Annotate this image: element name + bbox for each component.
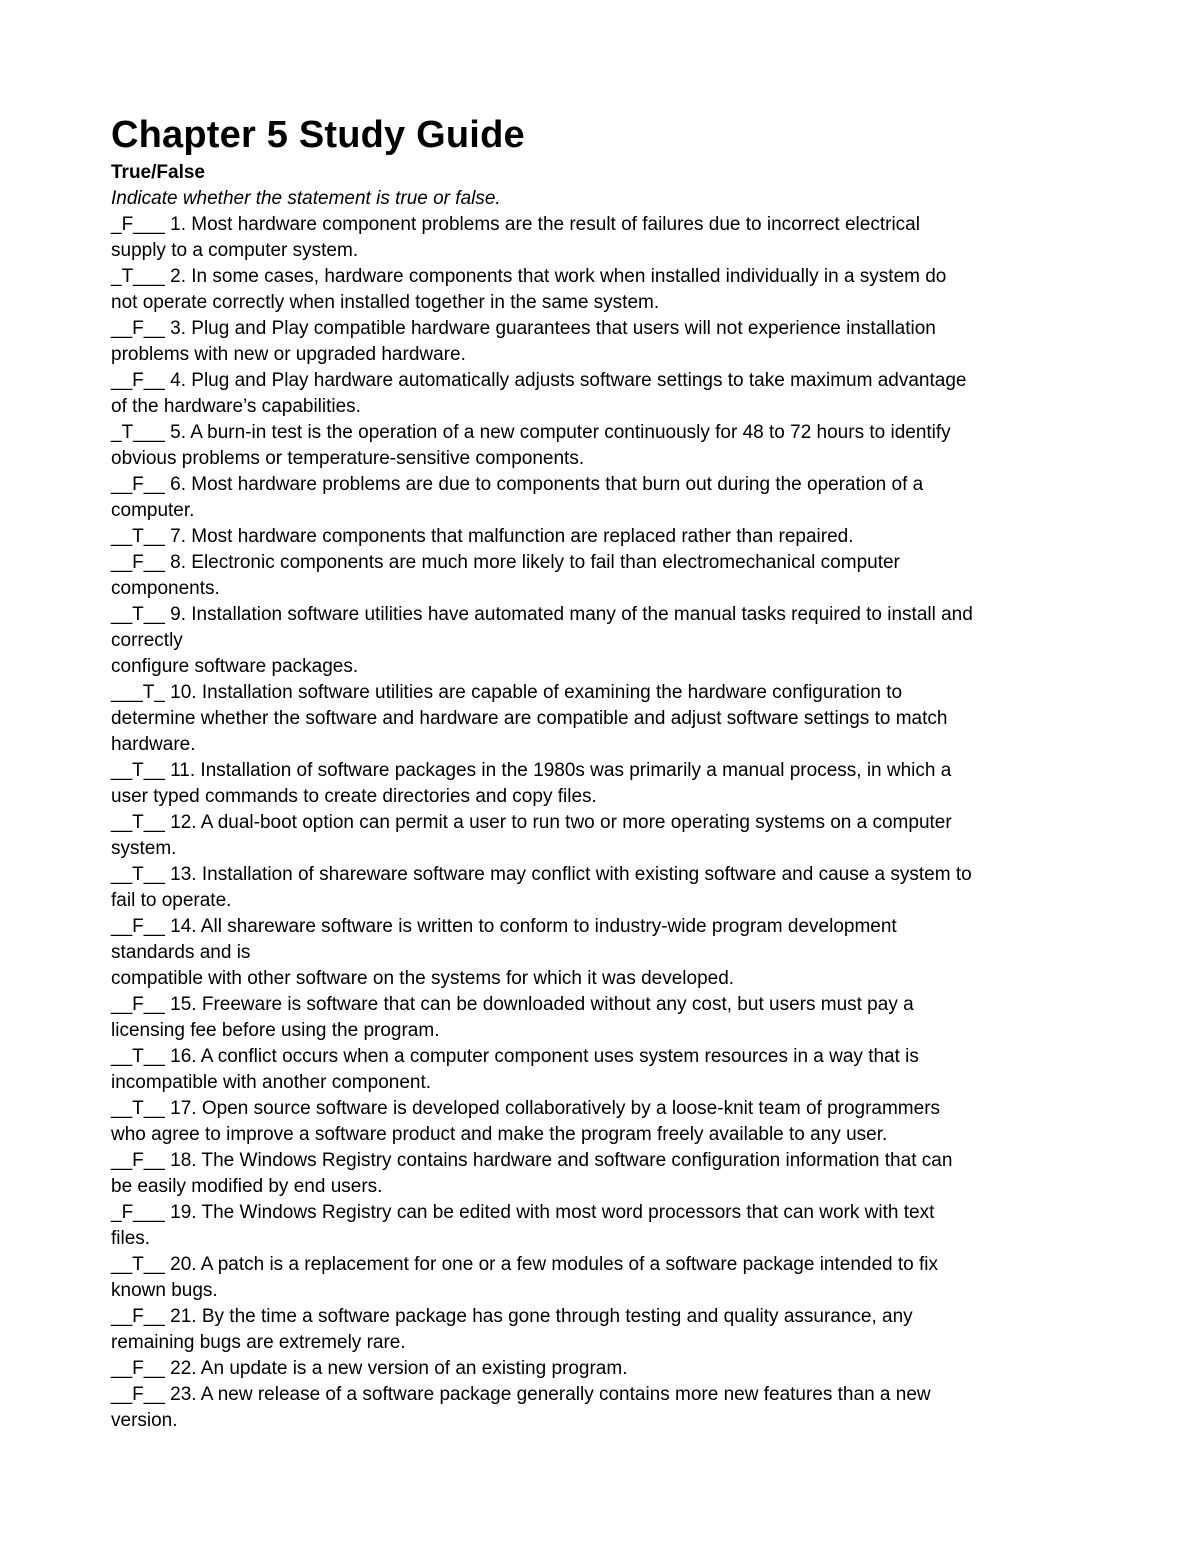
question-line: compatible with other software on the systems for which it was developed. — [111, 968, 735, 989]
question-line: __F__ 3. Plug and Play compatible hardware guarantees that users will not experience installation — [111, 318, 936, 339]
question-line: computer. — [111, 500, 195, 521]
question-line: __F__ 18. The Windows Registry contains hardware and software configuration information that can — [111, 1150, 953, 1171]
question-line: supply to a computer system. — [111, 240, 359, 261]
question-line: __T__ 7. Most hardware components that malfunction are replaced rather than repaired. — [111, 526, 854, 547]
question-line: __F__ 6. Most hardware problems are due to components that burn out during the operation of a — [111, 474, 924, 495]
question-line: licensing fee before using the program. — [111, 1020, 440, 1041]
question-line: __T__ 9. Installation software utilities have automated many of the manual tasks required to install and — [111, 604, 973, 625]
question-line: __F__ 4. Plug and Play hardware automatically adjusts software settings to take maximum advantage — [111, 370, 967, 391]
question-line: user typed commands to create directories and copy files. — [111, 786, 597, 807]
question-item — [111, 992, 1111, 1044]
question-item — [111, 680, 1111, 758]
question-item — [111, 1200, 1111, 1252]
question-line: of the hardware’s capabilities. — [111, 396, 361, 417]
question-line: __F__ 22. An update is a new version of an existing program. — [111, 1358, 628, 1379]
question-line: who agree to improve a software product and make the program freely available to any user. — [111, 1124, 888, 1145]
question-line: known bugs. — [111, 1280, 218, 1301]
question-item — [111, 316, 1111, 368]
question-item — [111, 810, 1111, 862]
question-line: obvious problems or temperature-sensitive components. — [111, 448, 585, 469]
question-item — [111, 1382, 1111, 1434]
question-line: not operate correctly when installed together in the same system. — [111, 292, 660, 313]
section-heading: True/False — [111, 162, 205, 183]
question-item — [111, 1096, 1111, 1148]
question-line: __F__ 21. By the time a software package has gone through testing and quality assurance, any — [111, 1306, 913, 1327]
question-item — [111, 472, 1111, 524]
question-item — [111, 862, 1111, 914]
question-line: __F__ 14. All shareware software is written to conform to industry-wide program development — [111, 916, 897, 937]
question-item — [111, 264, 1111, 316]
question-item — [111, 1044, 1111, 1096]
question-item — [111, 602, 1111, 680]
question-line: remaining bugs are extremely rare. — [111, 1332, 406, 1353]
question-item — [111, 1304, 1111, 1356]
question-line: __T__ 13. Installation of shareware software may conflict with existing software and cause a system to — [111, 864, 972, 885]
question-line: problems with new or upgraded hardware. — [111, 344, 466, 365]
question-line: _T___ 2. In some cases, hardware components that work when installed individually in a system do — [111, 266, 947, 287]
question-line: components. — [111, 578, 220, 599]
question-line: __T__ 11. Installation of software packages in the 1980s was primarily a manual process, in which a — [111, 760, 952, 781]
question-line: determine whether the software and hardware are compatible and adjust software settings to match — [111, 708, 948, 729]
question-line: __F__ 15. Freeware is software that can be downloaded without any cost, but users must pay a — [111, 994, 914, 1015]
question-item — [111, 1356, 1111, 1382]
question-item — [111, 420, 1111, 472]
question-line: __F__ 8. Electronic components are much more likely to fail than electromechanical computer — [111, 552, 900, 573]
question-item — [111, 914, 1111, 992]
question-item — [111, 212, 1111, 264]
question-line: __F__ 23. A new release of a software package generally contains more new features than a new — [111, 1384, 931, 1405]
question-item — [111, 758, 1111, 810]
question-item — [111, 524, 1111, 550]
question-item — [111, 1148, 1111, 1200]
question-line: __T__ 17. Open source software is developed collaboratively by a loose-knit team of programmers — [111, 1098, 941, 1119]
question-item — [111, 550, 1111, 602]
question-line: system. — [111, 838, 177, 859]
question-line: fail to operate. — [111, 890, 232, 911]
question-list — [111, 212, 1111, 1434]
question-line: __T__ 16. A conflict occurs when a computer component uses system resources in a way that is — [111, 1046, 919, 1067]
question-line: standards and is — [111, 942, 251, 963]
question-line: correctly — [111, 630, 183, 651]
question-line: _F___ 19. The Windows Registry can be edited with most word processors that can work with text — [111, 1202, 935, 1223]
question-line: _F___ 1. Most hardware component problems are the result of failures due to incorrect electrical — [111, 214, 920, 235]
page-title: Chapter 5 Study Guide — [111, 114, 525, 156]
question-line: version. — [111, 1410, 178, 1431]
question-item — [111, 368, 1111, 420]
question-line: configure software packages. — [111, 656, 359, 677]
question-line: __T__ 12. A dual-boot option can permit a user to run two or more operating systems on a computer — [111, 812, 952, 833]
question-line: be easily modified by end users. — [111, 1176, 383, 1197]
instructions-text: Indicate whether the statement is true or false. — [111, 188, 501, 209]
question-line: incompatible with another component. — [111, 1072, 432, 1093]
question-item — [111, 1252, 1111, 1304]
question-line: files. — [111, 1228, 151, 1249]
question-line: _T___ 5. A burn-in test is the operation of a new computer continuously for 48 to 72 hours to identify — [111, 422, 951, 443]
document-page — [111, 110, 1111, 1434]
question-line: ___T_ 10. Installation software utilities are capable of examining the hardware configuration to — [111, 682, 903, 703]
question-line: hardware. — [111, 734, 196, 755]
question-line: __T__ 20. A patch is a replacement for one or a few modules of a software package intended to fix — [111, 1254, 939, 1275]
